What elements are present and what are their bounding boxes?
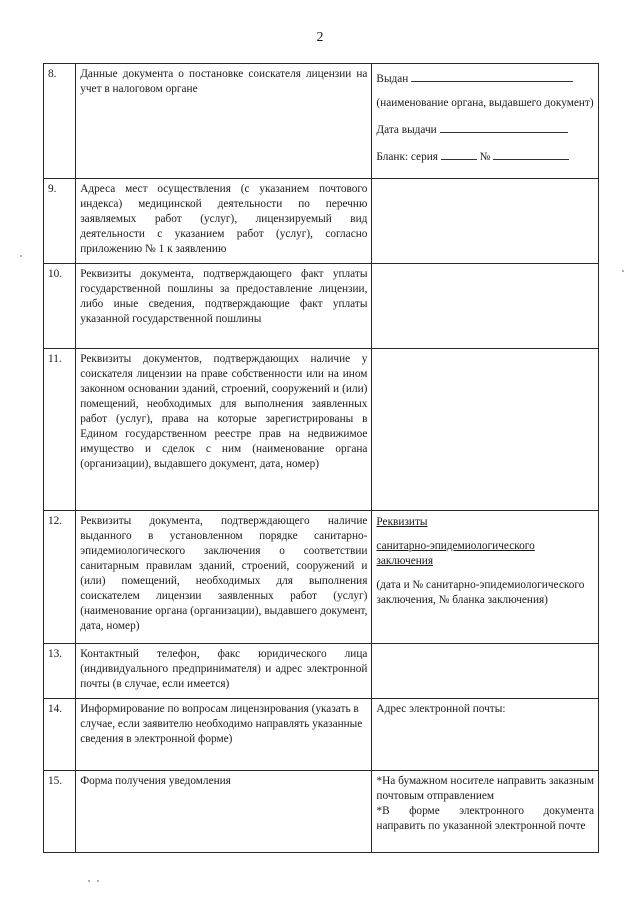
row-description: Форма получения уведомления — [76, 771, 372, 853]
scan-speck — [20, 255, 22, 257]
option-electronic[interactable]: *В форме электронного документа направить по указанной электронной почте — [376, 805, 594, 832]
row-number: 10. — [44, 264, 76, 349]
row-number: 13. — [44, 644, 76, 699]
notification-form-cell — [372, 771, 599, 853]
table-row — [44, 264, 599, 349]
table-row — [44, 699, 599, 771]
table-row — [44, 64, 599, 179]
tax-registration-answer-cell — [372, 64, 599, 179]
number-sign: № — [479, 151, 491, 163]
row-description: Контактный телефон, факс юридического лица (индивидуального предпринимателя) и адрес электронной почты (в случае, если имеется) — [76, 644, 372, 699]
row-description: Информирование по вопросам лицензирования (указать в случае, если заявителю необходимо направлять указанные сведения в электронной форме) — [76, 699, 372, 771]
email-label: Адрес электронной почты: — [376, 703, 506, 715]
answer-cell[interactable] — [372, 264, 599, 349]
answer-cell[interactable] — [372, 644, 599, 699]
answer-cell[interactable] — [372, 349, 599, 511]
application-form-table — [43, 63, 599, 853]
series-field[interactable] — [441, 147, 477, 160]
scan-speck — [88, 880, 90, 882]
row-description: Реквизиты документа, подтверждающего наличие выданного в установленном порядке санитарно-эпидемиологического заключения о соответствии санитарным правилам зданий, строений, сооружений и (или) помещений, необходимых для выполнения соискателем лицензии заявленных работ (услуг) (наименование органа (организации), выдавшего документ, дата, номер) — [76, 511, 372, 644]
table-row — [44, 644, 599, 699]
answer-title: Реквизиты — [376, 516, 428, 528]
row-number: 8. — [44, 64, 76, 179]
email-answer-cell[interactable] — [372, 699, 599, 771]
row-description: Реквизиты документов, подтверждающих наличие у соискателя лицензии на праве собственности или на ином законном основании зданий, строений, сооружений и (или) помещений, необходимых для выполнения заявленных работ (услуг), права на которые зарегистрированы в Едином государственном реестре прав на недвижимое имущество и сделок с ним (наименование органа (организации), выдавшего документ, дата, номер) — [76, 349, 372, 511]
scan-speck — [97, 880, 99, 882]
date-field[interactable] — [440, 120, 568, 133]
row-description: Реквизиты документа, подтверждающего факт уплаты государственной пошлины за предоставление лицензии, либо иные сведения, подтверждающие факт уплаты указанной государственной пошлины — [76, 264, 372, 349]
row-number: 15. — [44, 771, 76, 853]
row-description: Адреса мест осуществления (с указанием почтового индекса) медицинской деятельности по перечню заявляемых работ (услуг), лицензируемый вид деятельности с указанием работ (услуг), согласно приложению № 1 к заявлению — [76, 179, 372, 264]
option-paper[interactable]: *На бумажном носителе направить заказным почтовым отправлением — [376, 775, 594, 802]
blank-series-label: Бланк: серия — [376, 151, 438, 163]
answer-cell[interactable] — [372, 179, 599, 264]
answer-hint: (дата и № санитарно-эпидемиологического заключения, № бланка заключения) — [376, 579, 585, 606]
page-number: 2 — [316, 30, 324, 45]
row-description: Данные документа о постановке соискателя лицензии на учет в налоговом органе — [76, 64, 372, 179]
row-number: 14. — [44, 699, 76, 771]
issuer-hint: (наименование органа, выдавшего документ) — [376, 97, 594, 109]
table-row — [44, 179, 599, 264]
sanitary-conclusion-answer-cell — [372, 511, 599, 644]
table-row — [44, 511, 599, 644]
date-label: Дата выдачи — [376, 124, 437, 136]
issued-label: Выдан — [376, 73, 409, 85]
table-row — [44, 771, 599, 853]
number-field[interactable] — [493, 147, 569, 160]
row-number: 11. — [44, 349, 76, 511]
scan-speck — [622, 270, 624, 272]
issuer-field[interactable] — [411, 69, 573, 82]
table-row — [44, 349, 599, 511]
answer-subtitle: санитарно-эпидемиологического заключения — [376, 540, 535, 567]
row-number: 9. — [44, 179, 76, 264]
row-number: 12. — [44, 511, 76, 644]
